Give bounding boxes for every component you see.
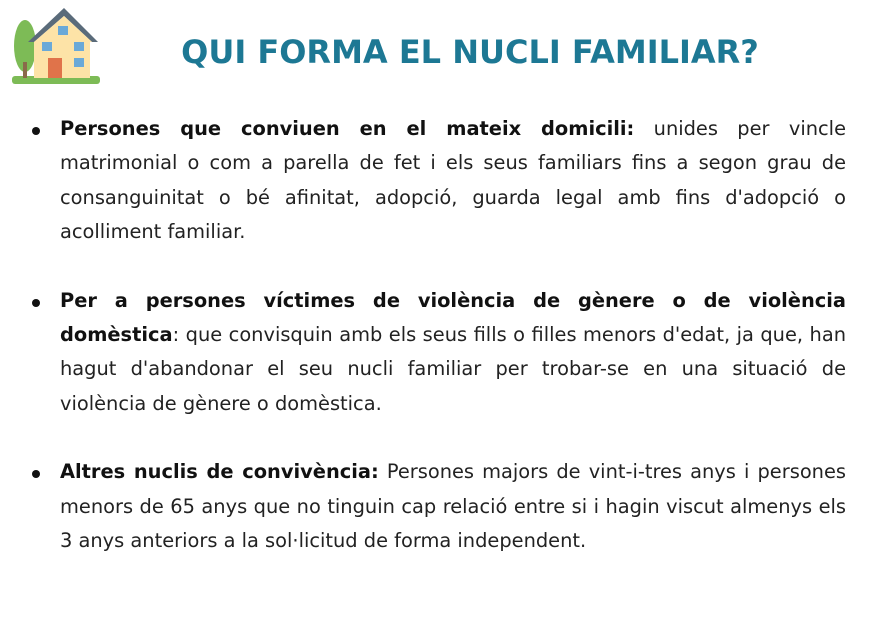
page-title: QUI FORMA EL NUCLI FAMILIAR?	[181, 33, 759, 71]
item-lead: Altres nuclis de convivència:	[60, 460, 379, 484]
item-text: Persones majors de vint-i-tres anys i persones menors de 65 anys que no tinguin cap relació entre si i hagin viscut almenys els 3 anys anteriors a la sol·licitud de forma independent.	[60, 460, 846, 553]
bullet-icon	[32, 127, 40, 135]
bullet-icon	[32, 470, 40, 478]
list-item	[60, 455, 846, 558]
content-list	[0, 112, 874, 592]
house-icon	[8, 2, 104, 88]
item-text: unides per vincle matrimonial o com a parella de fet i els seus familiars fins a segon grau de consanguinitat o bé afinitat, adopció, guarda legal amb fins d'adopció o acolliment familiar.	[60, 117, 847, 244]
bullet-icon	[32, 299, 40, 307]
item-lead: Persones que conviuen en el mateix domicili:	[60, 117, 635, 140]
item-text: : que convisquin amb els seus fills o filles menors d'edat, ja que, han hagut d'abandonar el seu nucli familiar per trobar-se en una situació de violència de gènere o domèstica.	[60, 323, 846, 415]
item-lead: Per a persones víctimes de violència de gènere o de violència domèstica	[60, 288, 846, 347]
list-item	[60, 284, 846, 422]
list-item	[60, 112, 846, 250]
